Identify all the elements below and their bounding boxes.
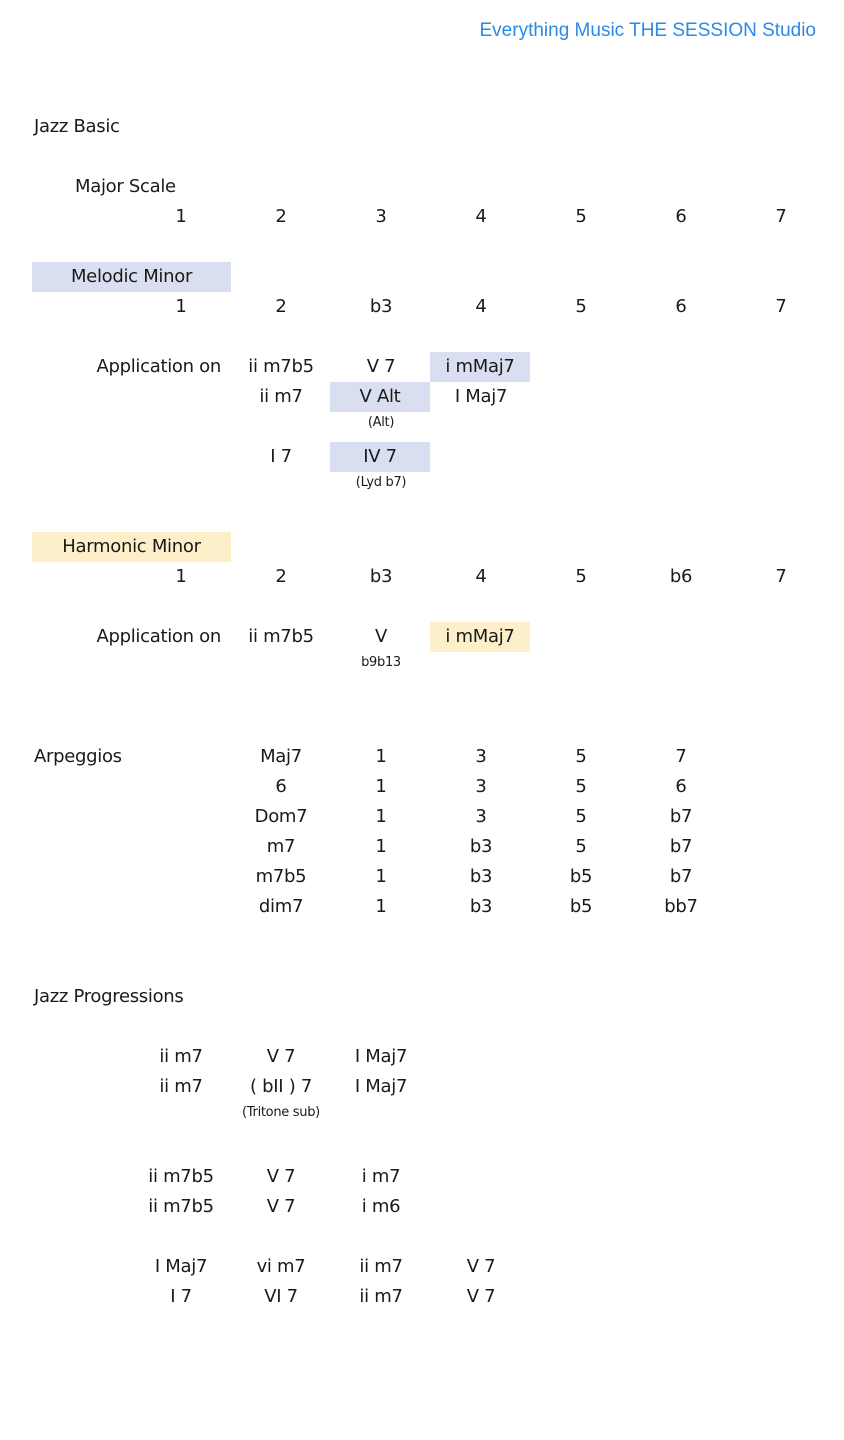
chord-cell-highlighted: IV 7	[330, 442, 430, 472]
chord-cell: ii m7	[259, 386, 303, 407]
arpeggio-degree: 1	[375, 866, 387, 887]
arpeggio-degree: b7	[669, 806, 693, 827]
progression-chord: I 7	[170, 1286, 192, 1307]
arpeggio-chord: Maj7	[260, 746, 302, 767]
arpeggio-degree: 5	[575, 776, 587, 797]
arpeggio-chord: m7b5	[255, 866, 307, 887]
progression-chord: I Maj7	[154, 1256, 208, 1277]
brand-header[interactable]: Everything Music THE SESSION Studio	[479, 20, 816, 41]
arpeggio-degree: b3	[469, 866, 493, 887]
progression-chord: I Maj7	[354, 1046, 408, 1067]
degree-cell: 5	[575, 296, 587, 317]
progression-chord: V 7	[266, 1196, 296, 1217]
arpeggio-degree: b7	[669, 836, 693, 857]
degree-cell: 4	[475, 566, 487, 587]
progression-chord: ii m7	[159, 1076, 203, 1097]
degree-cell: b3	[369, 566, 393, 587]
progression-chord: VI 7	[264, 1286, 298, 1307]
degree-cell: 1	[175, 566, 187, 587]
arpeggio-degree: 1	[375, 836, 387, 857]
degree-cell: 5	[575, 566, 587, 587]
section-title-jazz-progressions: Jazz Progressions	[34, 986, 184, 1007]
degree-cell: 7	[775, 296, 787, 317]
application-label: Application on	[96, 356, 221, 377]
degree-cell: 4	[475, 206, 487, 227]
arpeggio-degree: 5	[575, 806, 587, 827]
chord-cell-highlighted: i mMaj7	[430, 352, 530, 382]
progression-chord: V 7	[266, 1166, 296, 1187]
progression-chord: ( bII ) 7	[249, 1076, 312, 1097]
progression-chord: ii m7	[159, 1046, 203, 1067]
arpeggio-degree: 5	[575, 746, 587, 767]
progression-chord: ii m7b5	[148, 1196, 214, 1217]
progression-note: (Tritone sub)	[242, 1105, 320, 1120]
progression-chord: ii m7	[359, 1256, 403, 1277]
major-scale-label: Major Scale	[75, 176, 176, 197]
progression-chord: ii m7	[359, 1286, 403, 1307]
application-label: Application on	[96, 626, 221, 647]
chord-cell: I 7	[270, 446, 292, 467]
arpeggio-degree: 1	[375, 806, 387, 827]
arpeggio-degree: bb7	[664, 896, 698, 917]
arpeggio-degree: 3	[475, 806, 487, 827]
chord-cell: V 7	[366, 356, 396, 377]
chord-note: (Lyd b7)	[355, 475, 407, 490]
arpeggio-degree: 7	[675, 746, 687, 767]
progression-chord: I Maj7	[354, 1076, 408, 1097]
progression-chord: i m7	[361, 1166, 401, 1187]
arpeggio-degree: 1	[375, 746, 387, 767]
chord-cell: V	[374, 626, 387, 647]
arpeggio-chord: m7	[266, 836, 296, 857]
chord-cell-highlighted: V Alt	[330, 382, 430, 412]
degree-cell: b6	[669, 566, 693, 587]
degree-cell: 6	[675, 296, 687, 317]
degree-cell: 3	[375, 206, 387, 227]
chord-cell: I Maj7	[454, 386, 508, 407]
arpeggio-degree: 5	[575, 836, 587, 857]
degree-cell: 7	[775, 206, 787, 227]
degree-cell: 2	[275, 206, 287, 227]
harmonic-minor-label: Harmonic Minor	[32, 532, 231, 562]
degree-cell: 2	[275, 296, 287, 317]
chord-cell: ii m7b5	[248, 626, 314, 647]
arpeggio-chord: dim7	[258, 896, 304, 917]
chord-note: (Alt)	[367, 415, 395, 430]
arpeggio-degree: 1	[375, 896, 387, 917]
arpeggio-degree: b3	[469, 836, 493, 857]
progression-chord: V 7	[266, 1046, 296, 1067]
chord-cell-highlighted: i mMaj7	[430, 622, 530, 652]
arpeggio-degree: 6	[675, 776, 687, 797]
degree-cell: 4	[475, 296, 487, 317]
progression-chord: V 7	[466, 1286, 496, 1307]
degree-cell: 6	[675, 206, 687, 227]
degree-cell: 2	[275, 566, 287, 587]
section-title-arpeggios: Arpeggios	[34, 746, 122, 767]
arpeggio-chord: 6	[275, 776, 287, 797]
degree-cell: b3	[369, 296, 393, 317]
chord-note: b9b13	[361, 655, 401, 670]
arpeggio-degree: b5	[569, 896, 593, 917]
melodic-minor-label: Melodic Minor	[32, 262, 231, 292]
arpeggio-degree: 1	[375, 776, 387, 797]
arpeggio-degree: 3	[475, 746, 487, 767]
degree-cell: 7	[775, 566, 787, 587]
progression-chord: V 7	[466, 1256, 496, 1277]
progression-chord: ii m7b5	[148, 1166, 214, 1187]
progression-chord: vi m7	[256, 1256, 306, 1277]
chord-cell: ii m7b5	[248, 356, 314, 377]
section-title-jazz-basic: Jazz Basic	[34, 116, 120, 137]
arpeggio-degree: 3	[475, 776, 487, 797]
arpeggio-degree: b7	[669, 866, 693, 887]
progression-chord: i m6	[361, 1196, 401, 1217]
degree-cell: 1	[175, 296, 187, 317]
arpeggio-degree: b5	[569, 866, 593, 887]
degree-cell: 1	[175, 206, 187, 227]
arpeggio-degree: b3	[469, 896, 493, 917]
arpeggio-chord: Dom7	[254, 806, 308, 827]
degree-cell: 5	[575, 206, 587, 227]
